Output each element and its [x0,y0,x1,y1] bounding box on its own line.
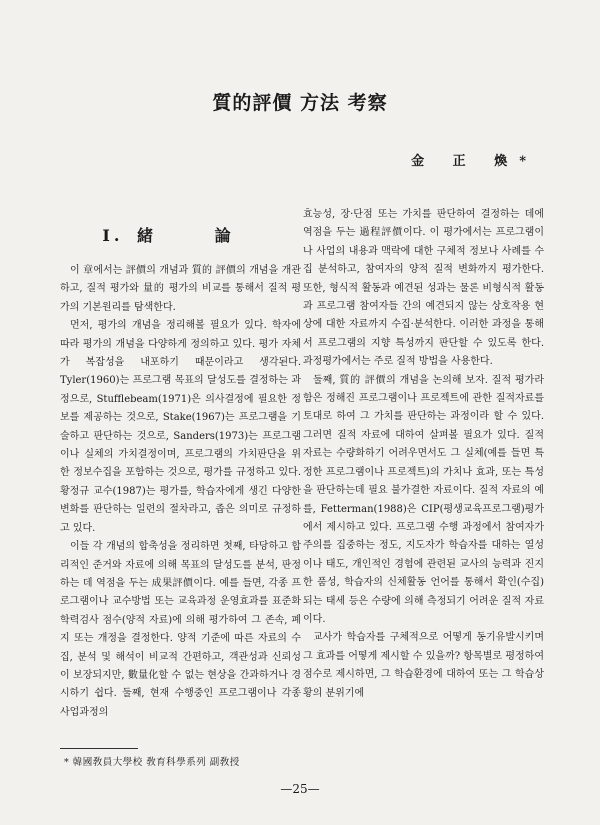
author-name: 金 正 煥* [411,154,538,169]
page-number: —25— [280,782,320,796]
section-title: 緒 論 [137,226,259,245]
footnote-divider [60,748,138,749]
paragraph: 둘째, 質的 評價의 개념을 논의해 보자. 질적 평가라 함은 정해진 프로그램이나 프로젝트에 관한 질적자료를 토대로 하여 그 가치를 판단하는 과정이라 할 수 있다. 그러면 질적 자료에 대하여 살펴볼 필요가 있다. 질적 자료는 수량화하기 어려우면서도 그 실체(예를 들면 특정한 프로그램이나 프로젝트)의 가치나 효과, 또는 특성을 판단하는데 필요 불가결한 자료이다. 질적 자료의 예를, Fetterman(1988)은 CIP(평생교육프로그램)평가에서 제시하고 있다. 프로그램 수행 과정에서 참여자가 주의를 집중하는 정도, 지도자가 학습자를 대하는 열성이나 태도, 개인적인 경험에 관련된 교사의 능력과 진지한 품성, 학습자의 신체활동 언어를 통해서 확인(수집)되는 태세 등은 수량에 의해 측정되기 어려운 질적 자료이다. [303,374,544,625]
left-column [60,224,301,722]
paragraph: 먼저, 평가의 개념을 정리해볼 필요가 있다. 학자에 따라 평가의 개념을 다양하게 정의하고 있다. 평가 자체가 복잡성을 내포하기 때문이라고 생각된다. Tyler(1960)는 프로그램 목표의 달성도를 결정하는 과정으로, Stufflebeam(1971)은 의사결정에 필요한 정보를 제공하는 것으로, Stake(1967)는 프로그램을 기술하고 판단하는 것으로, Sanders(1973)는 프로그램이나 실체의 가치결정이며, 프로그램의 가치판단을 위한 정보수집을 포함하는 것으로, 평가를 규정하고 있다. 황정규 교수(1987)는 평가를, 학습자에게 생긴 다양한 변화를 판단하는 일련의 절차라고, 좁은 의미로 규정하고 있다. [60,320,301,534]
section-heading [60,224,301,248]
paragraph: 효능성, 장·단점 또는 가치를 판단하여 결정하는 데에 역점을 두는 過程評價이다. 이 평가에서는 프로그램이나 사업의 내용과 맥락에 대한 구체적 정보나 사례를 수집 분석하고, 참여자의 양적 질적 변화까지 평가한다. 또한, 형식적 활동과 예견된 성과는 물론 비형식적 활동과 프로그램 참여자들 간의 예견되지 않는 상호작용 현상에 대한 자료까지 수집·분석한다. 이러한 과정을 통해서 프로그램의 지향 특성까지 판단할 수 있도록 한다. 과정평가에서는 주로 질적 방법을 사용한다. [303,209,544,368]
footnote: * 韓國敎員大學校 敎育科學系列 副敎授 [64,757,240,768]
paper-title: 質的評價 方法 考察 [212,92,388,114]
section-number: Ⅰ. [102,226,124,245]
paragraph: 이들 각 개념의 합축성을 정리하면 첫째, 타당하고 합리적인 준거와 자료에 의해 목표의 달성도를 분석, 판정하는 데 역점을 두는 成果評價이다. 예를 들면, 각종 프로그램이나 교수방법 또는 교육과정 운영효과를 표준화 학력검사 점수(양적 자료)에 의해 평가하여 그 존속, 폐지 또는 개정을 결정한다. 양적 기준에 따른 자료의 수집, 분석 및 해석이 비교적 간편하고, 객관성과 신뢰성이 보장되지만, 數量化할 수 없는 현상을 간과하거나 경시하기 쉽다. 둘째, 현재 수행중인 프로그램이나 각종 사업과정의 [60,541,301,718]
right-column [303,206,544,703]
paragraph: 교사가 학습자를 구체적으로 어떻게 동기유발시키며 그 효과를 어떻게 제시할 수 있을까? 항목별로 평정하여 점수로 제시하면, 그 학습환경에 대하여 또는 그 학습상황의 분위기에 [303,632,544,699]
paragraph: 이 章에서는 評價의 개념과 質的 評價의 개념을 개관하고, 질적 평가와 量的 평가의 비교를 통해서 질적 평가의 기본원리를 탐색한다. [60,265,301,313]
